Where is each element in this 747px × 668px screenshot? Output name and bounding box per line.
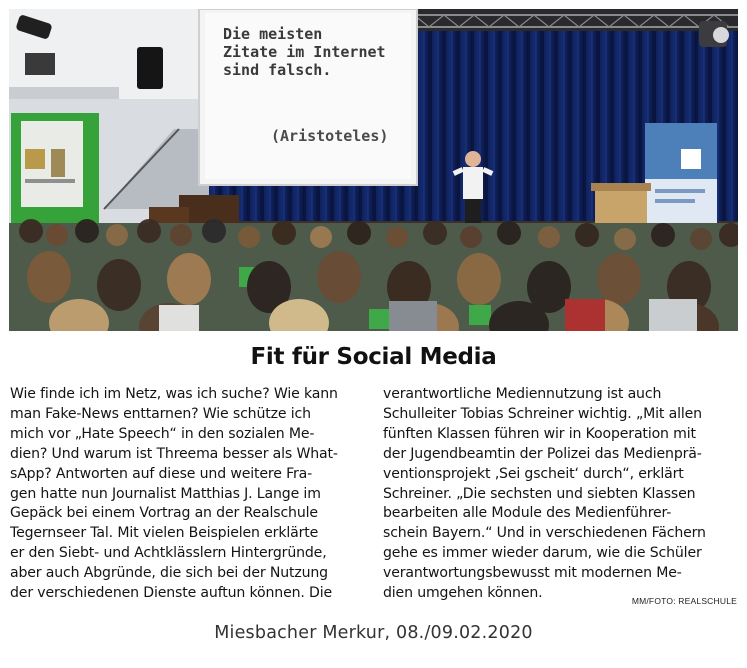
body-line: gehe es immer wieder darum, wie die Schüler: [383, 545, 702, 562]
slide-quote-line-1: Die meisten: [223, 25, 323, 43]
body-line: aber auch Abgründe, die sich bei der Nutzung: [10, 565, 328, 582]
body-line: Gepäck bei einem Vortrag an der Realschule: [10, 505, 318, 522]
body-line: bearbeiten alle Module des Medienführer-: [383, 505, 672, 522]
body-line: der verschiedenen Dienste auftun können. Die: [10, 585, 333, 602]
body-line: Schreiner. „Die sechsten und siebten Klassen: [383, 485, 696, 502]
body-line: fünften Klassen führen wir in Kooperation mit: [383, 425, 696, 442]
body-line: Wie finde ich im Netz, was ich suche? Wie kann: [10, 386, 338, 402]
body-line: mich vor „Hate Speech“ in den sozialen Me-: [10, 425, 315, 442]
body-line: er den Siebt- und Achtklässlern Hintergründe,: [10, 545, 327, 562]
source-line: Miesbacher Merkur, 08./09.02.2020: [214, 623, 533, 643]
slide-quote-line-2: Zitate im Internet: [223, 43, 386, 61]
slide-attribution: (Aristoteles): [271, 127, 389, 145]
body-line: verantwortungsbewusst mit modernen Me-: [383, 565, 682, 582]
body-line: dien umgehen können.: [383, 585, 543, 602]
body-line: Tegernseer Tal. Mit vielen Beispielen erklärte: [10, 525, 319, 542]
body-line: der Jugendbeamtin der Polizei das Medienprä-: [383, 445, 702, 462]
body-line: gen hatte nun Journalist Matthias J. Lange im: [10, 485, 321, 502]
article-headline: Fit für Social Media: [250, 344, 497, 370]
article-body-right-column: [383, 385, 739, 604]
body-line: dien? Und warum ist Threema besser als What-: [10, 445, 338, 462]
body-line: ventionsprojekt ‚Sei gscheit‘ durch“, erklärt: [383, 465, 684, 482]
body-line: sApp? Antworten auf diese und weitere Fra-: [10, 465, 313, 482]
photo-credit: MM/FOTO: REALSCHULE: [631, 596, 737, 606]
body-line: Schulleiter Tobias Schreiner wichtig. „Mit allen: [383, 405, 702, 422]
body-line: verantwortliche Mediennutzung ist auch: [383, 386, 662, 402]
slide-quote-line-3: sind falsch.: [223, 61, 332, 79]
body-line: schein Bayern.“ Und in verschiedenen Fächern: [383, 525, 706, 542]
article-body-left-column: [10, 385, 364, 604]
article-photo: [9, 9, 738, 331]
body-line: man Fake-News enttarnen? Wie schütze ich: [10, 405, 311, 422]
